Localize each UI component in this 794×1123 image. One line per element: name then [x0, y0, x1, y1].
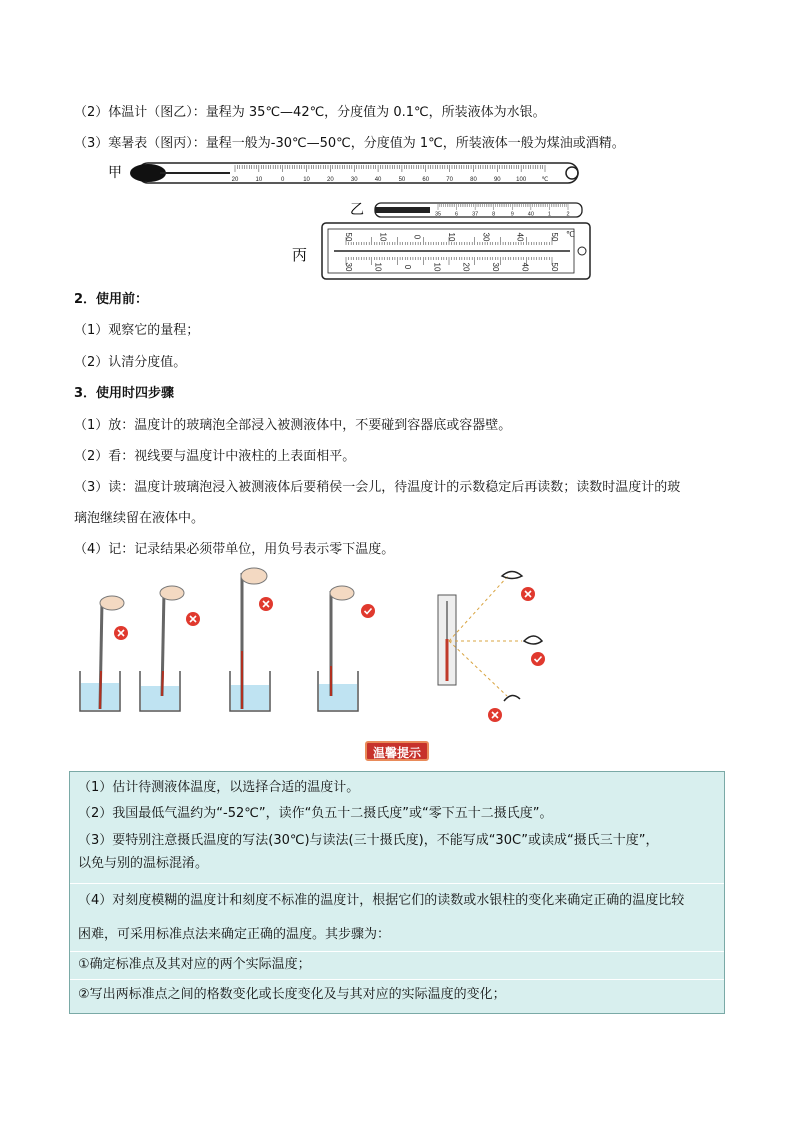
unit-label: ℃ — [566, 230, 575, 239]
label-bing: 丙 — [292, 247, 308, 264]
tick-label: ℃ — [541, 177, 549, 183]
wall-thermometer — [438, 595, 456, 685]
tick-label: 40 — [374, 177, 382, 183]
wrong-mark-icon — [114, 626, 128, 640]
tick-label: 9 — [510, 211, 514, 218]
tick-label: 20 — [327, 177, 334, 183]
tick-label: 80 — [470, 177, 477, 183]
tick-label: 20 — [461, 262, 471, 272]
tick-label: 2 — [566, 211, 570, 218]
tick-label: 50 — [550, 232, 559, 242]
tick-label: 35 — [434, 211, 442, 218]
tick-label: 50 — [550, 262, 559, 272]
tick-label: 6 — [455, 211, 459, 218]
tick-label: 40 — [515, 232, 525, 242]
tip-badge: 温馨提示 — [365, 741, 429, 761]
tick-label: 0 — [412, 234, 422, 240]
tick-label: 60 — [422, 177, 430, 183]
tick-label: 10 — [373, 262, 383, 272]
correct-mark-icon — [361, 604, 375, 618]
section-heading-four-steps: 3．使用时四步骤 — [74, 386, 175, 401]
tip-line-5: ①确定标准点及其对应的两个实际温度； — [78, 957, 311, 972]
thermometer-figure — [100, 157, 600, 281]
tip-line-3: （3）要特别注意摄氏温度的写法(30℃)与读法(三十摄氏度)，不能写成“30C”或读成“摄氏三十度”， — [78, 833, 659, 848]
label-jia: 甲 — [108, 164, 122, 180]
tip-line-2: （2）我国最低气温约为“-52℃”，读作“负五十二摄氏度”或“零下五十二摄氏度”。 — [78, 806, 553, 821]
tip-line-6: ②写出两标准点之间的格数变化或长度变化及与其对应的实际温度的变化； — [78, 987, 506, 1002]
paragraph-clinical-thermometer: （2）体温计（图乙）：量程为 35℃—42℃，分度值为 0.1℃，所装液体为水银。 — [74, 105, 546, 120]
tick-label: 40 — [527, 211, 534, 218]
tick-label: 100 — [516, 177, 527, 183]
paragraph-check-range: （1）观察它的量程； — [74, 323, 200, 338]
tick-label: 0 — [281, 177, 285, 183]
tick-label: 50 — [398, 177, 406, 183]
wrong-mark-icon — [488, 708, 502, 722]
paragraph-weather-thermometer: （3）寒暑表（图丙）：量程一般为-30℃—50℃，分度值为 1℃，所装液体一般为煤油或酒精。 — [74, 136, 625, 151]
tick-label: 37 — [472, 211, 479, 218]
tip-line-3-cont: 以免与别的温标混淆。 — [78, 856, 209, 871]
tick-label: 10 — [303, 177, 310, 183]
wrong-mark-icon — [186, 612, 200, 626]
paragraph-step-read: （3）读：温度计玻璃泡浸入被测液体后要稍侯一会儿，待温度计的示数稳定后再读数；读数时温度计的玻 — [74, 480, 681, 495]
tick-label: 90 — [493, 177, 501, 183]
tip-box — [69, 771, 725, 1014]
tick-label: 30 — [344, 262, 353, 272]
paragraph-check-division: （2）认清分度值。 — [74, 355, 187, 370]
tick-label: 30 — [481, 232, 491, 242]
tip-line-4: （4）对刻度模糊的温度计和刻度不标准的温度计，根据它们的读数或水银柱的变化来确定正确的温度比较 — [78, 893, 685, 908]
tick-label: 10 — [432, 262, 442, 272]
tip-line-4-cont: 困难，可采用标准点法来确定正确的温度。其步骤为： — [78, 927, 391, 942]
tip-line-1: （1）估计待测液体温度，以选择合适的温度计。 — [78, 780, 360, 795]
tick-label: 20 — [231, 177, 239, 183]
tick-label: 50 — [344, 232, 353, 242]
tick-label: 30 — [350, 177, 358, 183]
tick-label: 10 — [378, 232, 388, 242]
tick-label: 40 — [520, 262, 530, 272]
paragraph-step-read-cont: 璃泡继续留在液体中。 — [74, 511, 205, 526]
thermometer-usage-figure — [72, 561, 552, 731]
tick-label: 8 — [492, 211, 496, 218]
correct-mark-icon — [531, 652, 545, 666]
label-yi: 乙 — [350, 201, 364, 217]
paragraph-step-look: （2）看：视线要与温度计中液柱的上表面相平。 — [74, 449, 356, 464]
tick-label: 10 — [447, 232, 456, 242]
tick-label: 10 — [255, 177, 263, 183]
paragraph-step-place: （1）放：温度计的玻璃泡全部浸入被测液体中，不要碰到容器底或容器壁。 — [74, 418, 512, 433]
tick-label: 0 — [402, 264, 412, 270]
tick-label: 30 — [491, 262, 501, 272]
tick-label: 1 — [547, 211, 551, 218]
wrong-mark-icon — [521, 587, 535, 601]
section-heading-before-use: 2．使用前： — [74, 292, 149, 307]
tick-label: 70 — [446, 177, 453, 183]
wrong-mark-icon — [259, 597, 273, 611]
paragraph-step-record: （4）记：记录结果必须带单位，用负号表示零下温度。 — [74, 542, 395, 557]
